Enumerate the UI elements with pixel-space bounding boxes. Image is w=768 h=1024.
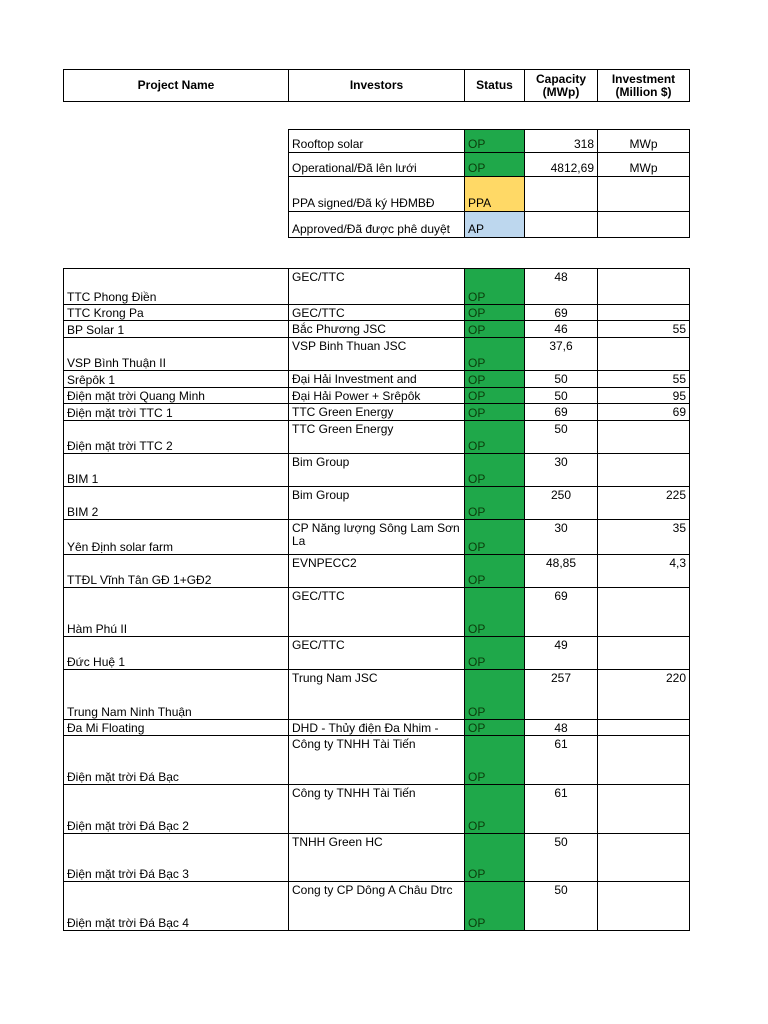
table-row <box>64 736 690 785</box>
project-name-cell: TTC Phong Điền <box>64 269 289 305</box>
project-name-cell: Điện mặt trời Đá Bạc 4 <box>64 882 289 931</box>
project-name-cell: BIM 1 <box>64 454 289 487</box>
project-name-cell: TTĐL Vĩnh Tân GĐ 1+GĐ2 <box>64 555 289 588</box>
table-row <box>64 305 690 321</box>
capacity-cell: 30 <box>525 454 598 487</box>
legend-status: AP <box>465 212 525 238</box>
table-row <box>64 388 690 404</box>
table-row <box>64 520 690 555</box>
investor-cell: Đại Hải Power + Srêpôk <box>289 388 465 404</box>
capacity-cell: 46 <box>525 321 598 338</box>
capacity-cell: 48,85 <box>525 555 598 588</box>
project-name-cell: Điện mặt trời TTC 1 <box>64 404 289 421</box>
legend-status: PPA <box>465 177 525 212</box>
investor-cell: VSP Binh Thuan JSC <box>289 338 465 371</box>
capacity-cell: 69 <box>525 404 598 421</box>
table-row <box>64 834 690 882</box>
capacity-cell: 257 <box>525 670 598 720</box>
investor-cell: GEC/TTC <box>289 637 465 670</box>
legend-unit <box>598 177 690 212</box>
legend-row <box>289 212 690 238</box>
legend-row <box>289 177 690 212</box>
investment-cell: 225 <box>598 487 690 520</box>
status-cell: OP <box>465 882 525 931</box>
status-cell: OP <box>465 670 525 720</box>
investment-cell <box>598 421 690 454</box>
legend-value: 318 <box>525 130 598 153</box>
capacity-cell: 50 <box>525 388 598 404</box>
project-name-cell: TTC Krong Pa <box>64 305 289 321</box>
status-cell: OP <box>465 487 525 520</box>
legend-value: 4812,69 <box>525 153 598 177</box>
status-cell: OP <box>465 588 525 637</box>
legend-label: PPA signed/Đã ký HĐMBĐ <box>289 177 465 212</box>
project-name-cell: Điện mặt trời Đá Bạc 3 <box>64 834 289 882</box>
capacity-cell: 61 <box>525 785 598 834</box>
investor-cell: TNHH Green HC <box>289 834 465 882</box>
legend-row <box>289 130 690 153</box>
investment-cell <box>598 882 690 931</box>
status-cell: OP <box>465 555 525 588</box>
project-name-cell: Điện mặt trời Đá Bạc <box>64 736 289 785</box>
capacity-cell: 48 <box>525 720 598 736</box>
legend-value <box>525 212 598 238</box>
status-cell: OP <box>465 785 525 834</box>
table-row <box>64 882 690 931</box>
capacity-cell: 69 <box>525 588 598 637</box>
header-table <box>63 69 690 102</box>
investor-cell: DHD - Thủy điện Đa Nhim - <box>289 720 465 736</box>
investment-cell: 55 <box>598 371 690 388</box>
investment-cell <box>598 305 690 321</box>
investment-cell: 95 <box>598 388 690 404</box>
project-name-cell: Điện mặt trời Quang Minh <box>64 388 289 404</box>
legend-table <box>288 129 690 238</box>
table-row <box>64 670 690 720</box>
investment-cell: 55 <box>598 321 690 338</box>
table-row <box>64 487 690 520</box>
investor-cell: GEC/TTC <box>289 588 465 637</box>
legend-value <box>525 177 598 212</box>
legend-label: Approved/Đã được phê duyệt <box>289 212 465 238</box>
investment-cell <box>598 637 690 670</box>
status-cell: OP <box>465 720 525 736</box>
investor-cell: EVNPECC2 <box>289 555 465 588</box>
capacity-cell: 37,6 <box>525 338 598 371</box>
status-cell: OP <box>465 404 525 421</box>
capacity-cell: 49 <box>525 637 598 670</box>
project-name-cell: Trung Nam Ninh Thuận <box>64 670 289 720</box>
legend-row <box>289 153 690 177</box>
legend-label: Operational/Đã lên lưới <box>289 153 465 177</box>
project-name-cell: Đa Mi Floating <box>64 720 289 736</box>
investment-cell: 4,3 <box>598 555 690 588</box>
status-cell: OP <box>465 321 525 338</box>
investment-cell <box>598 454 690 487</box>
investor-cell: Bim Group <box>289 487 465 520</box>
legend-status: OP <box>465 130 525 153</box>
investment-cell <box>598 720 690 736</box>
status-cell: OP <box>465 269 525 305</box>
investor-cell: GEC/TTC <box>289 269 465 305</box>
capacity-cell: 50 <box>525 834 598 882</box>
table-row <box>64 454 690 487</box>
header-capacity: Capacity (MWp) <box>525 70 598 102</box>
table-row <box>64 720 690 736</box>
project-name-cell: BIM 2 <box>64 487 289 520</box>
status-cell: OP <box>465 388 525 404</box>
investment-cell: 220 <box>598 670 690 720</box>
table-row <box>64 269 690 305</box>
legend-unit: MWp <box>598 130 690 153</box>
status-cell: OP <box>465 421 525 454</box>
investor-cell: TTC Green Energy <box>289 404 465 421</box>
table-row <box>64 371 690 388</box>
capacity-cell: 48 <box>525 269 598 305</box>
status-cell: OP <box>465 371 525 388</box>
investor-cell: Bắc Phương JSC <box>289 321 465 338</box>
capacity-cell: 50 <box>525 421 598 454</box>
status-cell: OP <box>465 834 525 882</box>
table-row <box>64 321 690 338</box>
capacity-cell: 30 <box>525 520 598 555</box>
legend-unit <box>598 212 690 238</box>
header-project-name: Project Name <box>64 70 289 102</box>
investor-cell: CP Năng lượng Sông Lam Sơn La <box>289 520 465 555</box>
investor-cell: Bim Group <box>289 454 465 487</box>
capacity-cell: 61 <box>525 736 598 785</box>
table-row <box>64 785 690 834</box>
table-row <box>64 421 690 454</box>
header-investment: Investment (Million $) <box>598 70 690 102</box>
status-cell: OP <box>465 736 525 785</box>
project-name-cell: Hàm Phú II <box>64 588 289 637</box>
header-status: Status <box>465 70 525 102</box>
project-name-cell: Điện mặt trời Đá Bạc 2 <box>64 785 289 834</box>
table-row <box>64 637 690 670</box>
project-name-cell: Yên Định solar farm <box>64 520 289 555</box>
project-name-cell: VSP Bình Thuận II <box>64 338 289 371</box>
capacity-cell: 69 <box>525 305 598 321</box>
table-row <box>64 404 690 421</box>
investor-cell: Cong ty CP Dông A Châu Dtrc <box>289 882 465 931</box>
table-row <box>64 588 690 637</box>
header-investors: Investors <box>289 70 465 102</box>
investment-cell: 35 <box>598 520 690 555</box>
investor-cell: Công ty TNHH Tài Tiến <box>289 785 465 834</box>
legend-unit: MWp <box>598 153 690 177</box>
capacity-cell: 250 <box>525 487 598 520</box>
project-name-cell: Srêpôk 1 <box>64 371 289 388</box>
capacity-cell: 50 <box>525 371 598 388</box>
project-name-cell: BP Solar 1 <box>64 321 289 338</box>
investment-cell: 69 <box>598 404 690 421</box>
investor-cell: Công ty TNHH Tài Tiến <box>289 736 465 785</box>
investment-cell <box>598 269 690 305</box>
project-name-cell: Điện mặt trời TTC 2 <box>64 421 289 454</box>
investor-cell: TTC Green Energy <box>289 421 465 454</box>
table-row <box>64 555 690 588</box>
investor-cell: GEC/TTC <box>289 305 465 321</box>
status-cell: OP <box>465 520 525 555</box>
investment-cell <box>598 785 690 834</box>
investor-cell: Trung Nam JSC <box>289 670 465 720</box>
table-row <box>64 338 690 371</box>
investment-cell <box>598 834 690 882</box>
status-cell: OP <box>465 338 525 371</box>
status-cell: OP <box>465 454 525 487</box>
investor-cell: Đại Hải Investment and <box>289 371 465 388</box>
legend-status: OP <box>465 153 525 177</box>
capacity-cell: 50 <box>525 882 598 931</box>
legend-label: Rooftop solar <box>289 130 465 153</box>
projects-table <box>63 268 690 931</box>
status-cell: OP <box>465 305 525 321</box>
investment-cell <box>598 338 690 371</box>
header-row <box>64 70 690 102</box>
project-name-cell: Đức Huệ 1 <box>64 637 289 670</box>
investment-cell <box>598 588 690 637</box>
status-cell: OP <box>465 637 525 670</box>
investment-cell <box>598 736 690 785</box>
